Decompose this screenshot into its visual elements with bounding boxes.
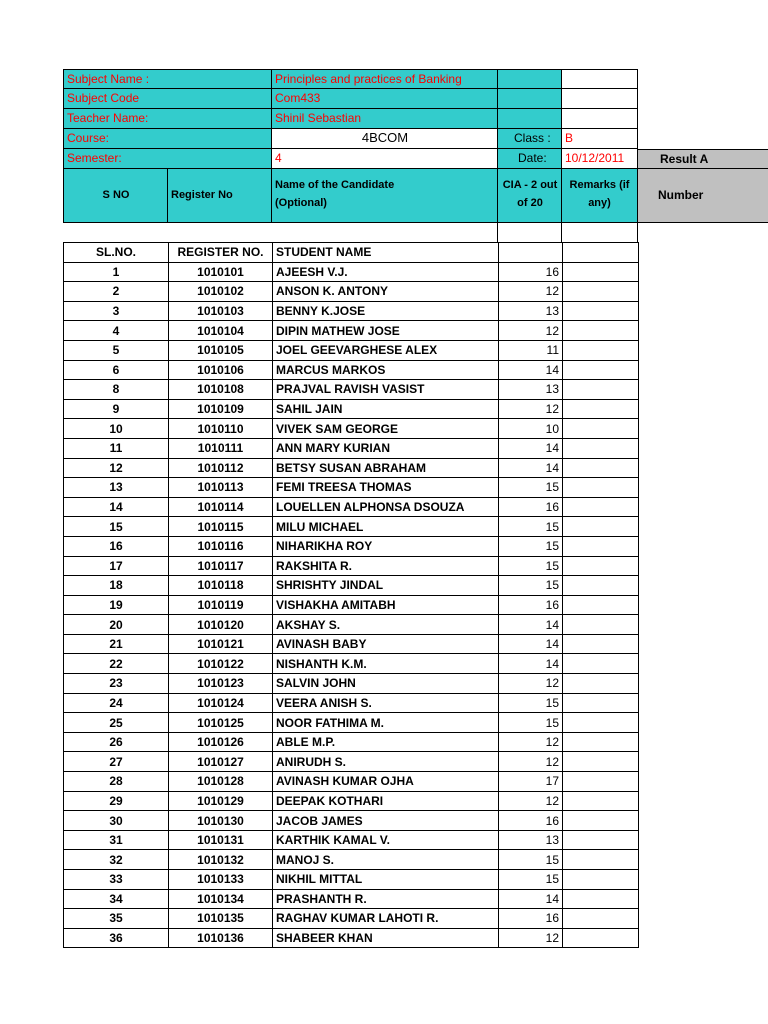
course-value: 4BCOM [271, 129, 498, 149]
header-empty-cell [497, 109, 562, 129]
col-name-line1: Name of the Candidate [275, 179, 395, 191]
table-row [64, 928, 639, 948]
student-name-cell: VISHAKHA AMITABH [273, 595, 499, 615]
sl-no-cell: 24 [64, 693, 169, 713]
register-no-cell: 1010117 [169, 556, 273, 576]
table-row [64, 478, 639, 498]
register-no-cell: 1010103 [169, 301, 273, 321]
remarks-cell [563, 889, 639, 909]
table-row [64, 811, 639, 831]
register-no-cell: 1010129 [169, 791, 273, 811]
register-no-cell: 1010102 [169, 282, 273, 302]
remarks-cell [563, 870, 639, 890]
register-no-cell: 1010118 [169, 576, 273, 596]
cia-score-cell: 16 [499, 811, 563, 831]
table-row [64, 850, 639, 870]
sl-no-cell: 27 [64, 752, 169, 772]
remarks-cell [563, 772, 639, 792]
student-name-cell: SHABEER KHAN [273, 928, 499, 948]
cia-score-cell: 15 [499, 517, 563, 537]
cia-score-cell: 13 [499, 301, 563, 321]
register-no-cell: 1010101 [169, 262, 273, 282]
sl-no-cell: 18 [64, 576, 169, 596]
sl-no-cell: 29 [64, 791, 169, 811]
student-name-cell: SHRISHTY JINDAL [273, 576, 499, 596]
header-empty-cell [561, 89, 638, 109]
table-row [64, 282, 639, 302]
student-name-cell: JACOB JAMES [273, 811, 499, 831]
student-name-cell: NIKHIL MITTAL [273, 870, 499, 890]
cia-score-cell: 12 [499, 732, 563, 752]
remarks-cell [563, 576, 639, 596]
table-row [64, 360, 639, 380]
sl-no-cell: 17 [64, 556, 169, 576]
date-value: 10/12/2011 [561, 149, 638, 169]
remarks-cell [563, 340, 639, 360]
table-row [64, 693, 639, 713]
remarks-cell [563, 674, 639, 694]
cia-score-cell: 15 [499, 478, 563, 498]
remarks-cell [563, 830, 639, 850]
student-name-cell: ABLE M.P. [273, 732, 499, 752]
sl-no-cell: 4 [64, 321, 169, 341]
register-no-cell: 1010128 [169, 772, 273, 792]
remarks-cell [563, 791, 639, 811]
sl-no-cell: 16 [64, 536, 169, 556]
table-row [64, 713, 639, 733]
student-name-cell: VIVEK SAM GEORGE [273, 419, 499, 439]
col-name [271, 169, 498, 223]
subject-code-label: Subject Code [63, 89, 272, 109]
cia-score-cell: 15 [499, 536, 563, 556]
header-empty-cell [497, 89, 562, 109]
cia-score-cell: 15 [499, 556, 563, 576]
cia-score-cell: 12 [499, 791, 563, 811]
remarks-cell [563, 693, 639, 713]
table-row [64, 752, 639, 772]
th-register: REGISTER NO. [169, 243, 273, 263]
student-name-cell: VEERA ANISH S. [273, 693, 499, 713]
sl-no-cell: 11 [64, 438, 169, 458]
table-row [64, 791, 639, 811]
table-row [64, 732, 639, 752]
th-student: STUDENT NAME [273, 243, 499, 263]
remarks-cell [563, 380, 639, 400]
register-no-cell: 1010133 [169, 870, 273, 890]
student-name-cell: MARCUS MARKOS [273, 360, 499, 380]
remarks-cell [563, 556, 639, 576]
header-empty-cell [497, 69, 562, 89]
student-table [63, 242, 639, 948]
register-no-cell: 1010135 [169, 909, 273, 929]
sl-no-cell: 21 [64, 634, 169, 654]
cia-score-cell: 14 [499, 634, 563, 654]
col-remarks [561, 169, 638, 223]
sl-no-cell: 15 [64, 517, 169, 537]
th-remarks [563, 243, 639, 263]
table-row [64, 517, 639, 537]
cia-score-cell: 14 [499, 654, 563, 674]
number-label: Number [638, 169, 768, 223]
register-no-cell: 1010109 [169, 399, 273, 419]
sl-no-cell: 10 [64, 419, 169, 439]
col-cia [497, 169, 562, 223]
remarks-cell [563, 713, 639, 733]
sl-no-cell: 6 [64, 360, 169, 380]
register-no-cell: 1010127 [169, 752, 273, 772]
student-name-cell: BETSY SUSAN ABRAHAM [273, 458, 499, 478]
student-name-cell: ANN MARY KURIAN [273, 438, 499, 458]
th-slno: SL.NO. [64, 243, 169, 263]
student-name-cell: JOEL GEEVARGHESE ALEX [273, 340, 499, 360]
table-row [64, 380, 639, 400]
student-name-cell: AJEESH V.J. [273, 262, 499, 282]
table-row [64, 497, 639, 517]
table-row [64, 419, 639, 439]
register-no-cell: 1010131 [169, 830, 273, 850]
cia-score-cell: 14 [499, 458, 563, 478]
col-name-line2: (Optional) [275, 197, 327, 209]
student-name-cell: LOUELLEN ALPHONSA DSOUZA [273, 497, 499, 517]
register-no-cell: 1010113 [169, 478, 273, 498]
register-no-cell: 1010106 [169, 360, 273, 380]
teacher-value: Shinil Sebastian [271, 109, 498, 129]
spacer-cell [497, 223, 562, 243]
register-no-cell: 1010112 [169, 458, 273, 478]
cia-score-cell: 12 [499, 928, 563, 948]
sl-no-cell: 36 [64, 928, 169, 948]
remarks-cell [563, 419, 639, 439]
remarks-cell [563, 634, 639, 654]
sl-no-cell: 3 [64, 301, 169, 321]
cia-score-cell: 12 [499, 321, 563, 341]
remarks-cell [563, 536, 639, 556]
cia-score-cell: 12 [499, 752, 563, 772]
remarks-cell [563, 850, 639, 870]
cia-score-cell: 14 [499, 615, 563, 635]
remarks-cell [563, 262, 639, 282]
cia-score-cell: 15 [499, 576, 563, 596]
student-name-cell: BENNY K.JOSE [273, 301, 499, 321]
cia-score-cell: 10 [499, 419, 563, 439]
sl-no-cell: 23 [64, 674, 169, 694]
remarks-cell [563, 399, 639, 419]
remarks-cell [563, 321, 639, 341]
cia-score-cell: 11 [499, 340, 563, 360]
cia-score-cell: 13 [499, 380, 563, 400]
spacer-cell [561, 223, 638, 243]
student-name-cell: ANIRUDH S. [273, 752, 499, 772]
table-row [64, 458, 639, 478]
header-empty-cell [561, 69, 638, 89]
register-no-cell: 1010124 [169, 693, 273, 713]
col-remarks-line2: any) [588, 197, 611, 209]
student-name-cell: DIPIN MATHEW JOSE [273, 321, 499, 341]
remarks-cell [563, 438, 639, 458]
sl-no-cell: 22 [64, 654, 169, 674]
register-no-cell: 1010104 [169, 321, 273, 341]
table-row [64, 772, 639, 792]
table-row [64, 340, 639, 360]
student-name-cell: FEMI TREESA THOMAS [273, 478, 499, 498]
table-row [64, 536, 639, 556]
register-no-cell: 1010115 [169, 517, 273, 537]
student-name-cell: PRASHANTH R. [273, 889, 499, 909]
table-row [64, 576, 639, 596]
student-name-cell: PRAJVAL RAVISH VASIST [273, 380, 499, 400]
remarks-cell [563, 458, 639, 478]
table-row [64, 321, 639, 341]
table-row [64, 674, 639, 694]
col-register: Register No [167, 169, 272, 223]
student-name-cell: SAHIL JAIN [273, 399, 499, 419]
semester-label: Semester: [63, 149, 272, 169]
cia-score-cell: 13 [499, 830, 563, 850]
register-no-cell: 1010116 [169, 536, 273, 556]
cia-score-cell: 15 [499, 850, 563, 870]
register-no-cell: 1010114 [169, 497, 273, 517]
remarks-cell [563, 360, 639, 380]
cia-score-cell: 14 [499, 360, 563, 380]
student-name-cell: AVINASH KUMAR OJHA [273, 772, 499, 792]
register-no-cell: 1010121 [169, 634, 273, 654]
table-row [64, 399, 639, 419]
col-remarks-line1: Remarks (if [569, 179, 630, 191]
register-no-cell: 1010123 [169, 674, 273, 694]
remarks-cell [563, 928, 639, 948]
student-name-cell: MILU MICHAEL [273, 517, 499, 537]
table-row [64, 615, 639, 635]
remarks-cell [563, 282, 639, 302]
sl-no-cell: 9 [64, 399, 169, 419]
col-cia-line1: CIA - 2 out [502, 179, 558, 191]
cia-score-cell: 16 [499, 262, 563, 282]
table-row [64, 889, 639, 909]
cia-score-cell: 14 [499, 889, 563, 909]
cia-score-cell: 16 [499, 595, 563, 615]
teacher-label: Teacher Name: [63, 109, 272, 129]
remarks-cell [563, 478, 639, 498]
register-no-cell: 1010125 [169, 713, 273, 733]
cia-score-cell: 16 [499, 909, 563, 929]
remarks-cell [563, 615, 639, 635]
student-name-cell: NIHARIKHA ROY [273, 536, 499, 556]
result-label: Result A [638, 149, 768, 169]
subject-name-label: Subject Name : [63, 69, 272, 89]
register-no-cell: 1010130 [169, 811, 273, 831]
register-no-cell: 1010126 [169, 732, 273, 752]
register-no-cell: 1010120 [169, 615, 273, 635]
remarks-cell [563, 732, 639, 752]
semester-value: 4 [271, 149, 498, 169]
remarks-cell [563, 811, 639, 831]
sl-no-cell: 25 [64, 713, 169, 733]
date-label: Date: [497, 149, 562, 169]
student-name-cell: MANOJ S. [273, 850, 499, 870]
register-no-cell: 1010110 [169, 419, 273, 439]
student-name-cell: RAGHAV KUMAR LAHOTI R. [273, 909, 499, 929]
remarks-cell [563, 517, 639, 537]
sl-no-cell: 20 [64, 615, 169, 635]
student-rows [64, 262, 639, 948]
register-no-cell: 1010108 [169, 380, 273, 400]
student-name-cell: RAKSHITA R. [273, 556, 499, 576]
sl-no-cell: 2 [64, 282, 169, 302]
class-label: Class : [497, 129, 562, 149]
student-name-cell: DEEPAK KOTHARI [273, 791, 499, 811]
sl-no-cell: 1 [64, 262, 169, 282]
register-no-cell: 1010105 [169, 340, 273, 360]
subject-name-value: Principles and practices of Banking [271, 69, 498, 89]
subject-code-value: Com433 [271, 89, 498, 109]
register-no-cell: 1010111 [169, 438, 273, 458]
remarks-cell [563, 301, 639, 321]
table-row [64, 909, 639, 929]
remarks-cell [563, 752, 639, 772]
class-value: B [561, 129, 638, 149]
student-name-cell: KARTHIK KAMAL V. [273, 830, 499, 850]
cia-score-cell: 12 [499, 674, 563, 694]
student-name-cell: NISHANTH K.M. [273, 654, 499, 674]
col-sno: S NO [63, 169, 168, 223]
student-name-cell: NOOR FATHIMA M. [273, 713, 499, 733]
remarks-cell [563, 497, 639, 517]
table-row [64, 654, 639, 674]
sl-no-cell: 31 [64, 830, 169, 850]
register-no-cell: 1010119 [169, 595, 273, 615]
table-row [64, 870, 639, 890]
register-no-cell: 1010136 [169, 928, 273, 948]
header-empty-cell [561, 109, 638, 129]
student-name-cell: SALVIN JOHN [273, 674, 499, 694]
table-header-row [64, 243, 639, 263]
sl-no-cell: 34 [64, 889, 169, 909]
remarks-cell [563, 654, 639, 674]
student-name-cell: AKSHAY S. [273, 615, 499, 635]
student-name-cell: AVINASH BABY [273, 634, 499, 654]
cia-score-cell: 15 [499, 713, 563, 733]
sl-no-cell: 35 [64, 909, 169, 929]
remarks-cell [563, 595, 639, 615]
col-cia-line2: of 20 [517, 197, 543, 209]
sl-no-cell: 26 [64, 732, 169, 752]
sl-no-cell: 14 [64, 497, 169, 517]
student-name-cell: ANSON K. ANTONY [273, 282, 499, 302]
table-row [64, 262, 639, 282]
table-row [64, 301, 639, 321]
register-no-cell: 1010132 [169, 850, 273, 870]
table-row [64, 438, 639, 458]
cia-score-cell: 12 [499, 282, 563, 302]
table-row [64, 556, 639, 576]
sl-no-cell: 28 [64, 772, 169, 792]
table-row [64, 634, 639, 654]
sl-no-cell: 13 [64, 478, 169, 498]
th-cia [499, 243, 563, 263]
cia-score-cell: 15 [499, 693, 563, 713]
sl-no-cell: 8 [64, 380, 169, 400]
cia-score-cell: 17 [499, 772, 563, 792]
cia-score-cell: 12 [499, 399, 563, 419]
register-no-cell: 1010122 [169, 654, 273, 674]
sl-no-cell: 33 [64, 870, 169, 890]
sl-no-cell: 12 [64, 458, 169, 478]
sl-no-cell: 5 [64, 340, 169, 360]
table-row [64, 830, 639, 850]
table-row [64, 595, 639, 615]
course-label: Course: [63, 129, 272, 149]
cia-score-cell: 16 [499, 497, 563, 517]
register-no-cell: 1010134 [169, 889, 273, 909]
remarks-cell [563, 909, 639, 929]
sl-no-cell: 30 [64, 811, 169, 831]
cia-score-cell: 14 [499, 438, 563, 458]
sl-no-cell: 32 [64, 850, 169, 870]
sl-no-cell: 19 [64, 595, 169, 615]
cia-score-cell: 15 [499, 870, 563, 890]
